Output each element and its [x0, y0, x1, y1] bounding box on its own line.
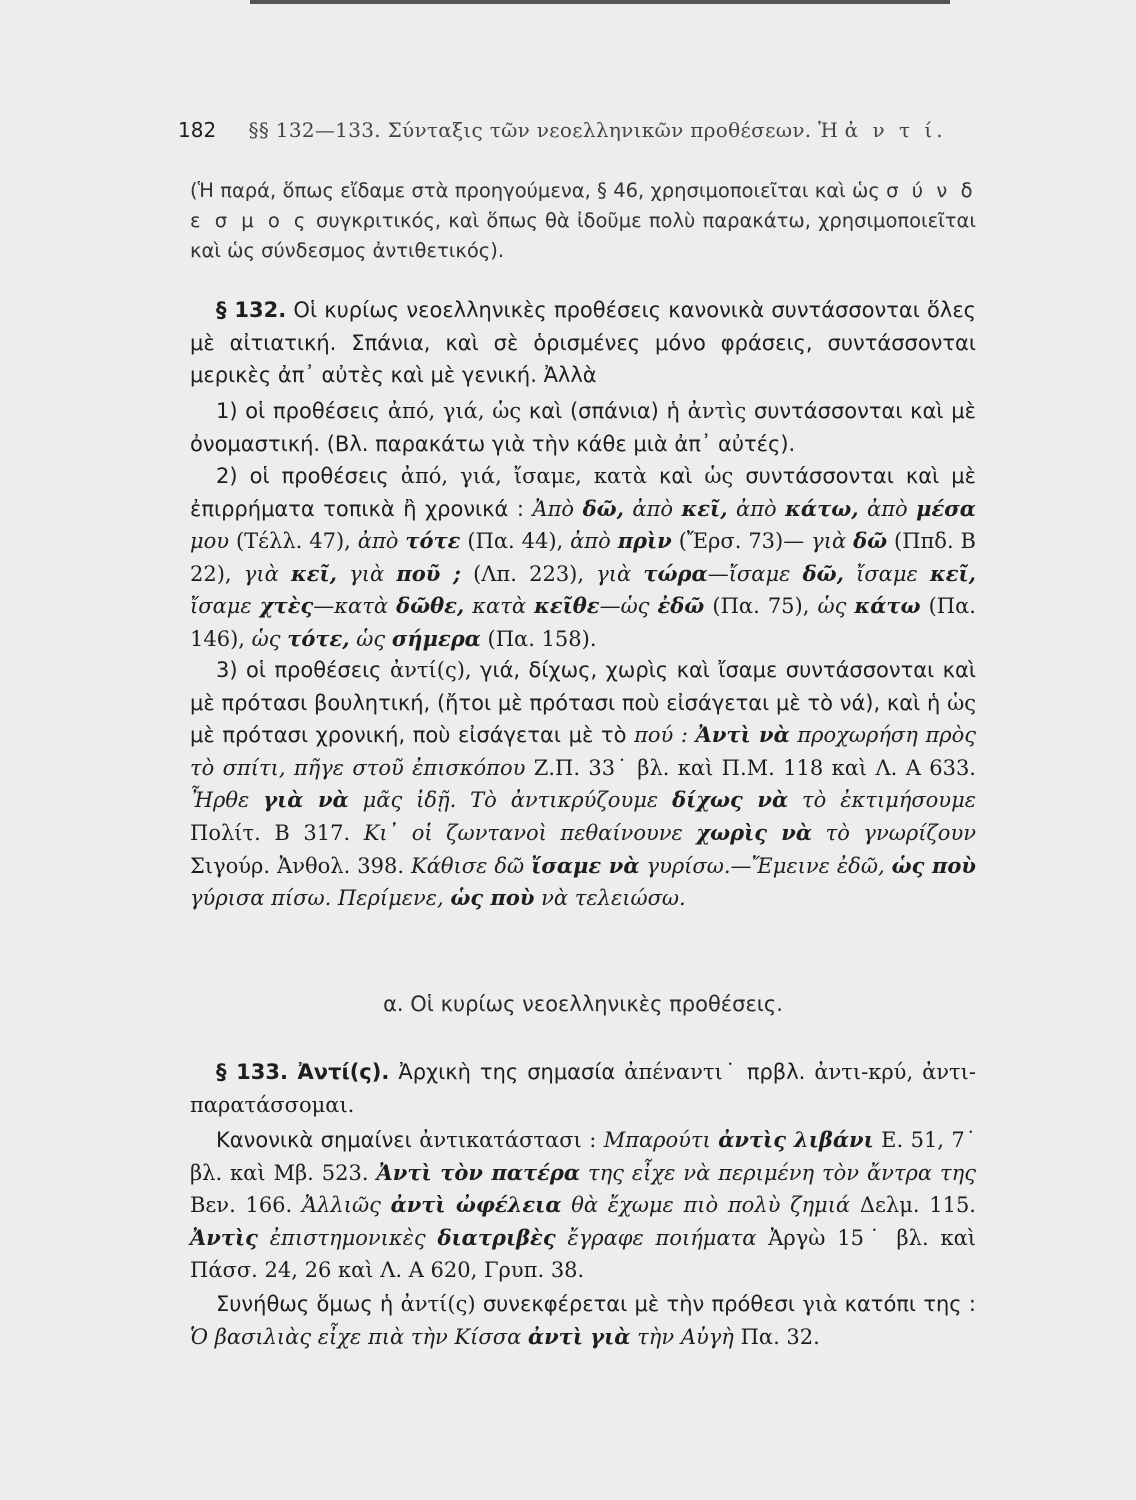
section-132-intro: § 132. Οἱ κυρίως νεοελληνικὲς προθέσεις κανονικὰ συντάσσονται ὅλες μὲ αἰτιατική. Σπάνια, καὶ σὲ ὁρισμένες μόνο φράσεις, συντάσσονται μερικὲς ἀπ᾽ αὐτὲς καὶ μὲ γενική. Ἀλλὰ: [190, 298, 977, 388]
page-number: 182: [178, 118, 217, 142]
section-label: § 133. Ἀντί(ς).: [216, 1060, 390, 1084]
running-title-end: ἀ ν τ ί.: [844, 118, 947, 142]
section-132-point-3: 3) οἱ προθέσεις ἀντί(ς), γιά, δίχως, χωρὶς καὶ ἴσαμε συντάσσονται καὶ μὲ πρότασι βουλητική, (ἤτοι μὲ πρότασι ποὺ εἰσάγεται μὲ τὸ νά), καὶ ἡ ὡς μὲ πρότασι χρονική, ποὺ εἰσάγεται μὲ τὸ πού : Ἀντὶ νὰ προχωρήση πρὸς τὸ σπίτι, πῆγε στοῦ ἐπισκόπου Ζ.Π. 33˙ βλ. καὶ Π.Μ. 118 καὶ Λ. Α 633. Ἦρθε γιὰ νὰ μᾶς ἰδῇ. Τὸ ἀντικρύζουμε δίχως νὰ τὸ ἐκτιμήσουμε Πολίτ. Β 317. Κι᾽ οἱ ζωντανοὶ πεθαίνουνε χωρὶς νὰ τὸ γνωρίζουν Σιγούρ. Ἀνθολ. 398. Κάθισε δῶ ἴσαμε νὰ γυρίσω.—Ἔμεινε ἐδῶ, ὡς ποὺ γύρισα πίσω. Περίμενε, ὡς ποὺ νὰ τελειώσω.: [190, 658, 977, 911]
intro-note: (Ἡ παρά, ὅπως εἴδαμε στὰ προηγούμενα, § 46, χρησιμοποιεῖται καὶ ὡς σ ύ ν δ ε σ μ ο ς συγκριτικός, καὶ ὅπως θὰ ἰδοῦμε πολὺ παρακάτω, χρησιμοποιεῖται καὶ ὡς σύνδεσμος ἀντιθετικός).: [190, 179, 977, 262]
subheading: α. Οἱ κυρίως νεοελληνικὲς προθέσεις.: [383, 992, 783, 1016]
running-title: §§ 132—133. Σύνταξις τῶν νεοελληνικῶν προθέσεων. Ἡ: [248, 118, 839, 142]
section-133-meaning: Κανονικὰ σημαίνει ἀντικατάστασι : Μπαρούτι ἀντὶς λιβάνι Ε. 51, 7˙ βλ. καὶ Μβ. 523. Ἀντὶ τὸν πατέρα της εἶχε νὰ περιμένη τὸν ἄντρα της Βεν. 166. Ἀλλιῶς ἀντὶ ὠφέλεια θὰ ἔχωμε πιὸ πολὺ ζημιά Δελμ. 115. Ἀντὶς ἐπιστημονικὲς διατριβὲς ἔγραφε ποιήματα Ἀργὼ 15˙ βλ. καὶ Πάσσ. 24, 26 καὶ Λ. Α 620, Γρυπ. 38.: [190, 1127, 976, 1283]
section-132-point-2: 2) οἱ προθέσεις ἀπό, γιά, ἴσαμε, κατὰ καὶ ὡς συντάσσονται καὶ μὲ ἐπιρρήματα τοπικὰ ἢ χρονικά : Ἀπὸ δῶ, ἀπὸ κεῖ, ἀπὸ κάτω, ἀπὸ μέσα μου (Τέλλ. 47), ἀπὸ τότε (Πα. 44), ἀπὸ πρὶν (Ἔρσ. 73)— γιὰ δῶ (Ππδ. Β 22), γιὰ κεῖ, γιὰ ποῦ ; (Λπ. 223), γιὰ τώρα—ἴσαμε δῶ, ἴσαμε κεῖ, ἴσαμε χτὲς—κατὰ δῶθε, κατὰ κεῖθε—ὡς ἐδῶ (Πα. 75), ὡς κάτω (Πα. 146), ὡς τότε, ὡς σήμερα (Πα. 158).: [190, 464, 976, 651]
running-header: [178, 118, 978, 142]
section-132-point-1: 1) οἱ προθέσεις ἀπό, γιά, ὡς καὶ (σπάνια) ἡ ἀντὶς συντάσσονται καὶ μὲ ὀνομαστική. (Βλ. παρακάτω γιὰ τὴν κάθε μιὰ ἀπ᾽ αὐτές).: [190, 399, 976, 456]
section-133-intro: § 133. Ἀντί(ς). Ἀρχικὴ της σημασία ἀπέναντι˙ πρβλ. ἀντι-κρύ, ἀντι-παρατάσσομαι.: [190, 1060, 976, 1117]
section-133-usage: Συνήθως ὅμως ἡ ἀντί(ς) συνεκφέρεται μὲ τὴν πρόθεσι γιὰ κατόπι της : Ὁ βασιλιὰς εἶχε πιὰ τὴν Κίσσα ἀντὶ γιὰ τὴν Αὐγὴ Πα. 32.: [190, 1292, 976, 1349]
section-label: § 132.: [216, 298, 287, 322]
